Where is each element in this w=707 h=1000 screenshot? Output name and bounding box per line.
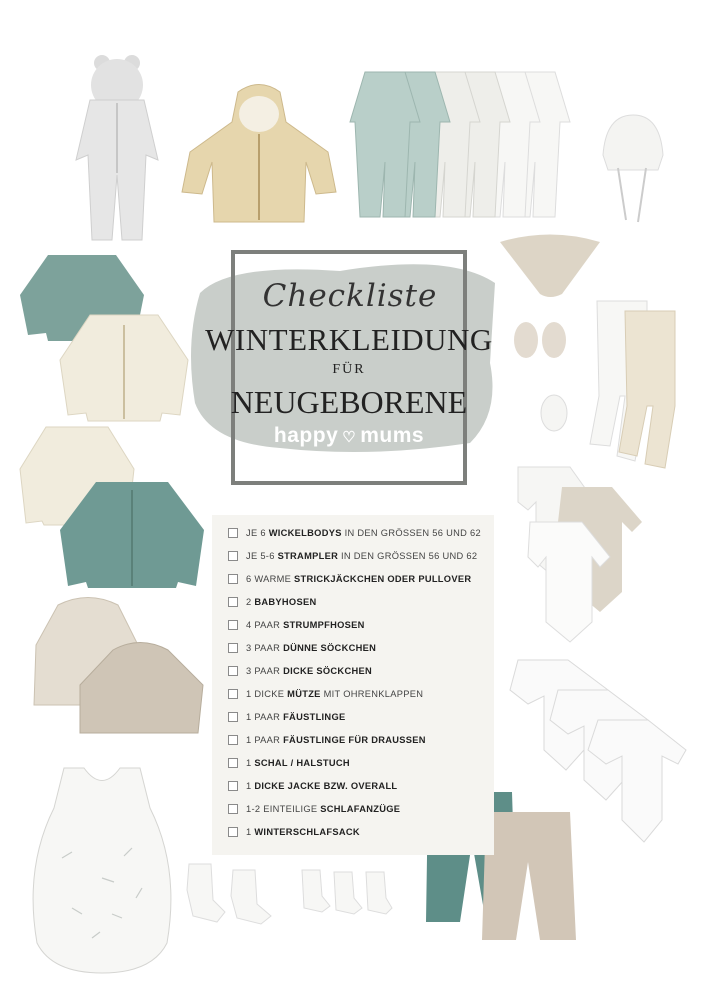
- checklist-item: [228, 709, 345, 725]
- checklist-item-keyword: DÜNNE SÖCKCHEN: [283, 643, 377, 653]
- checklist-item-suffix: IN DEN GRÖSSEN 56 UND 62: [338, 551, 478, 561]
- checklist-item-prefix: 1: [246, 758, 255, 768]
- checklist-item-prefix: 2: [246, 597, 255, 607]
- checklist-item-keyword: BABYHOSEN: [254, 597, 317, 607]
- checklist-item-keyword: FÄUSTLINGE FÜR DRAUSSEN: [283, 735, 426, 745]
- checklist-item: [228, 778, 397, 794]
- checklist-item-keyword: FÄUSTLINGE: [283, 712, 346, 722]
- checklist-item-prefix: 1 DICKE: [246, 689, 288, 699]
- checkbox[interactable]: [228, 643, 238, 653]
- checklist-item: [228, 525, 481, 541]
- wrap-bodysuits-image: [500, 462, 648, 644]
- checklist-item-prefix: JE 5-6: [246, 551, 278, 561]
- checklist-item: [228, 732, 426, 748]
- checklist-item-prefix: 1-2 EINTEILIGE: [246, 804, 321, 814]
- checklist-item: [228, 663, 372, 679]
- bib-image: [500, 232, 600, 298]
- checkbox[interactable]: [228, 620, 238, 630]
- bear-overall-image: [60, 55, 170, 250]
- checkbox[interactable]: [228, 574, 238, 584]
- checklist-item-keyword: SCHLAFANZÜGE: [320, 804, 401, 814]
- checklist-item-prefix: 1 PAAR: [246, 735, 284, 745]
- thick-socks-image: [185, 860, 280, 925]
- checklist-script-heading: Checkliste: [262, 278, 438, 314]
- checklist-item-keyword: STRUMPFHOSEN: [283, 620, 365, 630]
- checklist-item: [228, 755, 350, 771]
- tights-image: [585, 296, 685, 471]
- checklist-item-keyword: WINTERSCHLAFSACK: [254, 827, 360, 837]
- checklist-item: [228, 640, 376, 656]
- checklist-item: [228, 801, 400, 817]
- checkbox[interactable]: [228, 735, 238, 745]
- checklist-item-prefix: 6 WARME: [246, 574, 295, 584]
- sage-knit-cardigan-image: [58, 482, 206, 590]
- checklist-item: [228, 548, 477, 564]
- checkbox[interactable]: [228, 712, 238, 722]
- checklist-item-prefix: 1 PAAR: [246, 712, 284, 722]
- checklist-item: [228, 594, 316, 610]
- title-line-1: WINTERKLEIDUNG: [205, 322, 493, 357]
- checklist-item-keyword: STRICKJÄCKCHEN ODER PULLOVER: [294, 574, 472, 584]
- mittens-image: [512, 318, 572, 434]
- checklist-item-keyword: STRAMPLER: [277, 551, 339, 561]
- checklist-item-prefix: JE 6: [246, 528, 269, 538]
- hooded-jackets-image: [28, 595, 208, 735]
- checkbox[interactable]: [228, 689, 238, 699]
- checklist-item-keyword: DICKE SÖCKCHEN: [283, 666, 372, 676]
- thin-socks-image: [298, 866, 393, 916]
- title-line-2: FÜR: [332, 362, 366, 377]
- checkbox[interactable]: [228, 804, 238, 814]
- checkbox[interactable]: [228, 528, 238, 538]
- checklist-item-prefix: 1: [246, 827, 255, 837]
- checkbox[interactable]: [228, 551, 238, 561]
- brand-logo: [190, 424, 508, 448]
- checklist-item-keyword: SCHAL / HALSTUCH: [254, 758, 350, 768]
- checklist-item-prefix: 3 PAAR: [246, 666, 284, 676]
- checklist-panel: [212, 515, 494, 855]
- checkbox[interactable]: [228, 666, 238, 676]
- checklist-item: [228, 686, 423, 702]
- title-line-3: NEUGEBORENE: [230, 384, 468, 420]
- checklist-item-keyword: WICKELBODYS: [268, 528, 342, 538]
- checklist-item-suffix: IN DEN GRÖSSEN 56 UND 62: [341, 528, 481, 538]
- checklist-item-prefix: 4 PAAR: [246, 620, 284, 630]
- heart-icon: ♡: [342, 429, 357, 446]
- checklist-item-prefix: 1: [246, 781, 255, 791]
- checklist-item: [228, 617, 365, 633]
- mustard-jacket-image: [178, 82, 340, 227]
- checklist-item-keyword: DICKE JACKE BZW. OVERALL: [254, 781, 398, 791]
- sleepsuits-image: [365, 42, 575, 220]
- checkbox[interactable]: [228, 597, 238, 607]
- checklist-item-prefix: 3 PAAR: [246, 643, 284, 653]
- checklist-item-keyword: MÜTZE: [287, 689, 321, 699]
- brand-left: happy: [273, 424, 339, 447]
- hat-image: [598, 110, 668, 230]
- cream-cardigan-image: [58, 315, 190, 423]
- checkbox[interactable]: [228, 758, 238, 768]
- checklist-item: [228, 824, 360, 840]
- checklist-item: [228, 571, 471, 587]
- checkbox[interactable]: [228, 781, 238, 791]
- checklist-item-suffix: MIT OHRENKLAPPEN: [320, 689, 424, 699]
- brand-right: mums: [360, 424, 425, 447]
- sleeping-bag-image: [22, 768, 182, 973]
- checkbox[interactable]: [228, 827, 238, 837]
